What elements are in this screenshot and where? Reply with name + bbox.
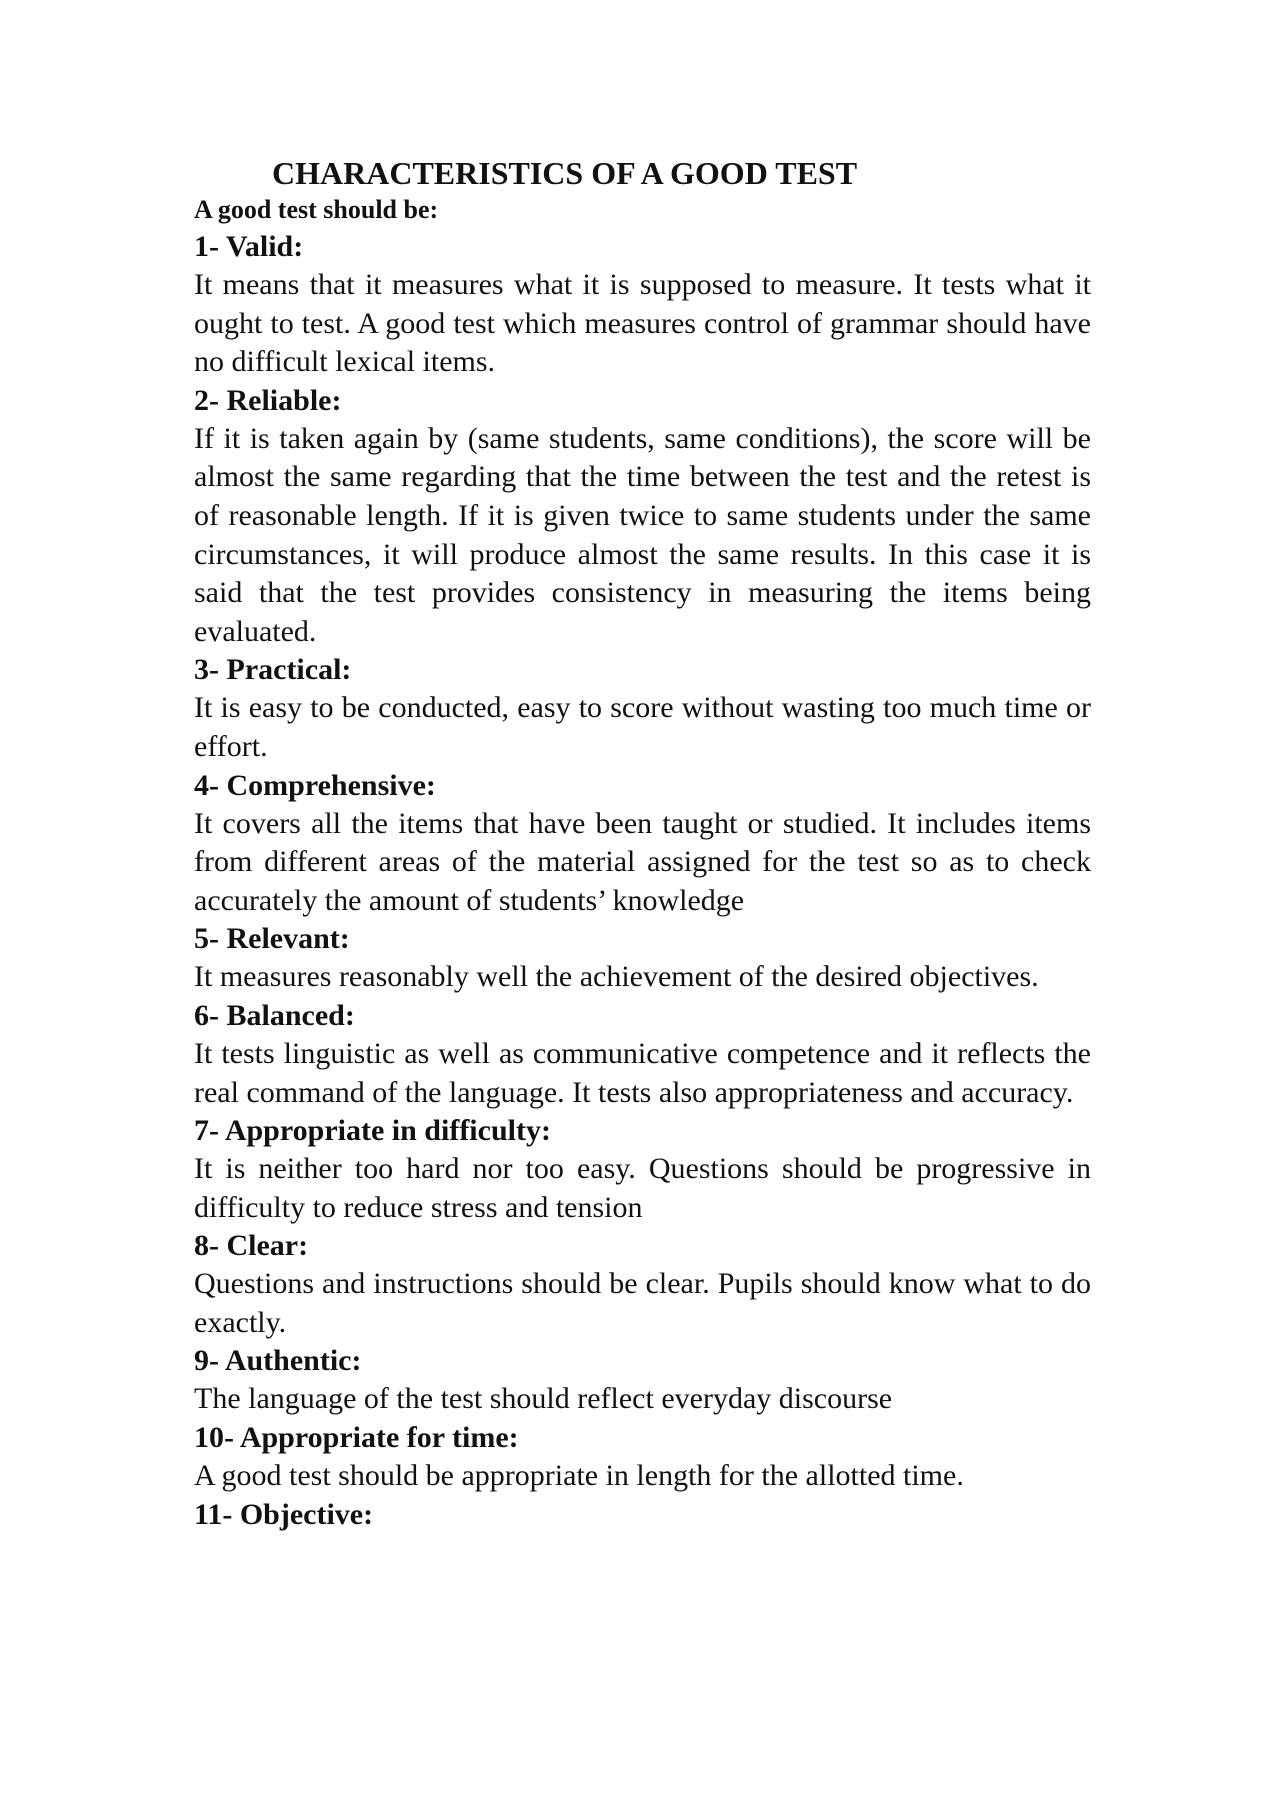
section-heading: 8- Clear: <box>194 1229 309 1263</box>
section-heading: 9- Authentic: <box>194 1344 362 1378</box>
section-body: If it is taken again by (same students, same conditions), the score will be almost the same regarding that the time between the test and the retest is of reasonable length. If it is given twice to same students under the same circumstances, it will produce almost the same results. In this case it is said that the test provides consistency in measuring the items being evaluated. <box>194 421 1091 648</box>
section-heading: 4- Comprehensive: <box>194 768 436 802</box>
section-balanced <box>194 997 1091 1112</box>
section-appropriate-in-difficulty <box>194 1112 1091 1227</box>
section-heading: 7- Appropriate in difficulty: <box>194 1114 551 1148</box>
section-body: It is neither too hard nor too easy. Questions should be progressive in difficulty to reduce stress and tension <box>194 1152 1091 1224</box>
section-heading: 3- Practical: <box>194 653 352 687</box>
section-body: It means that it measures what it is supposed to measure. It tests what it ought to test. A good test which measures control of grammar should have no difficult lexical items. <box>194 268 1091 379</box>
section-authentic <box>194 1342 1091 1419</box>
section-clear <box>194 1227 1091 1342</box>
section-body: It tests linguistic as well as communicative competence and it reflects the real command of the language. It tests also appropriateness and accuracy. <box>194 1036 1091 1109</box>
section-heading: 5- Relevant: <box>194 922 350 956</box>
intro-line: A good test should be: <box>194 195 439 224</box>
section-body: It is easy to be conducted, easy to score without wasting too much time or effort. <box>194 691 1091 763</box>
section-body: It covers all the items that have been taught or studied. It includes items from different areas of the material assigned for the test so as to check accurately the amount of students’ knowledge <box>194 806 1091 917</box>
section-body: The language of the test should reflect everyday discourse <box>194 1382 893 1416</box>
section-heading: 10- Appropriate for time: <box>194 1421 519 1455</box>
section-reliable <box>194 382 1091 652</box>
section-body: It measures reasonably well the achievement of the desired objectives. <box>194 960 1039 994</box>
section-heading: 1- Valid: <box>194 230 304 263</box>
document-page <box>194 154 1091 1534</box>
section-appropriate-for-time <box>194 1419 1091 1496</box>
section-comprehensive <box>194 767 1091 921</box>
section-relevant <box>194 920 1091 997</box>
section-heading: 11- Objective: <box>194 1497 374 1531</box>
section-practical <box>194 651 1091 766</box>
section-valid <box>194 228 1091 382</box>
section-objective <box>194 1496 1091 1534</box>
section-heading: 6- Balanced: <box>194 998 355 1032</box>
section-body: Questions and instructions should be clear. Pupils should know what to do exactly. <box>194 1267 1091 1339</box>
section-heading: 2- Reliable: <box>194 383 342 417</box>
section-body: A good test should be appropriate in length for the allotted time. <box>194 1459 964 1493</box>
document-title: CHARACTERISTICS OF A GOOD TEST <box>272 155 858 191</box>
